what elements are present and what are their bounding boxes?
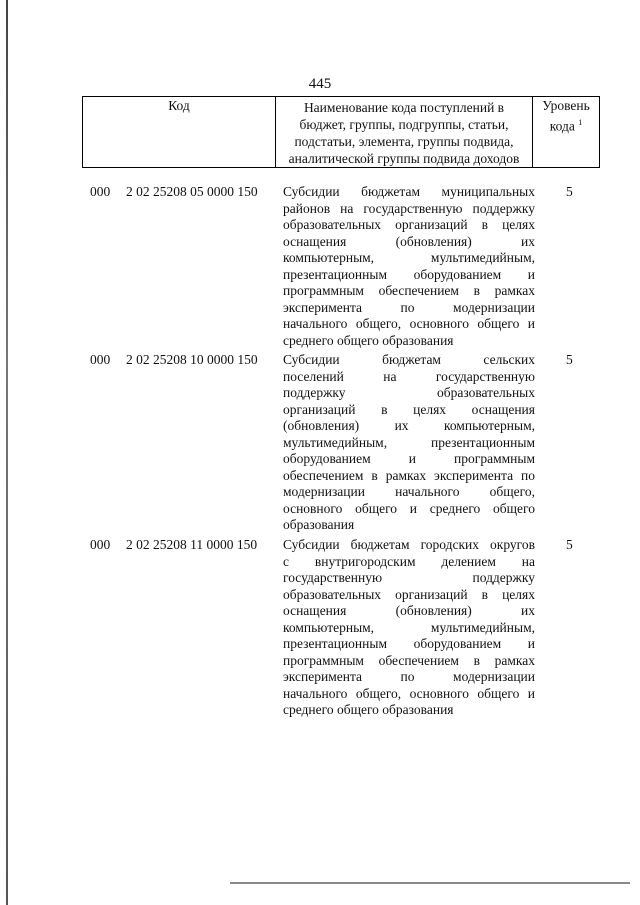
name-line: мультимедийным, презентационным	[283, 434, 535, 450]
scan-edge-bottom	[230, 882, 630, 884]
name-line: оснащения (обновления) их	[283, 603, 535, 618]
name-line: программным обеспечением в рамках	[283, 652, 535, 668]
name-line: организаций в целях оснащения	[283, 401, 535, 417]
admin-code: 000	[90, 184, 111, 199]
name-line: государственную поддержку	[283, 570, 535, 585]
table-header	[82, 96, 600, 168]
name-line: презентационным оборудованием и	[283, 636, 535, 651]
name-line: компьютерным, мультимедийным,	[283, 250, 535, 265]
name-line: Субсидии бюджетам муниципальных	[283, 184, 535, 199]
header-level-line	[535, 114, 597, 135]
level-value: 5	[566, 184, 573, 199]
name-line: среднего общего образования	[283, 332, 454, 348]
name-line: начального общего, основного общего и	[283, 685, 535, 701]
admin-code: 000	[90, 537, 111, 552]
header-name-line: подстатьи, элемента, группы подвида,	[294, 134, 514, 149]
name-line: образования	[283, 517, 355, 532]
header-level-line: Уровень	[542, 98, 590, 113]
page-number: 445	[308, 76, 332, 92]
name-line: оснащения (обновления) их	[283, 233, 535, 249]
header-name-line: аналитической группы подвида доходов	[288, 151, 520, 166]
scan-edge-left	[6, 0, 8, 905]
level-value: 5	[566, 352, 573, 367]
name-line: Субсидии бюджетам сельских	[283, 352, 535, 367]
name-line: оборудованием и программным	[283, 451, 535, 466]
name-line: с внутригородским делением на	[283, 553, 535, 569]
name-line: начального общего, основного общего и	[283, 316, 535, 331]
name-line: Субсидии бюджетам городских округов	[283, 537, 535, 552]
name-line: районов на государственную поддержку	[283, 200, 535, 216]
name-line: программным обеспечением в рамках	[283, 283, 535, 298]
name-line: поддержку образовательных	[283, 385, 535, 400]
name-line: модернизации начального общего,	[283, 484, 535, 499]
name-line: среднего общего образования	[283, 702, 454, 717]
name-line: поселений на государственную	[283, 368, 535, 384]
footnote-mark: 1	[578, 118, 583, 127]
name-line: презентационным оборудованием и	[283, 266, 535, 282]
admin-code: 000	[90, 352, 111, 367]
revenue-code: 2 02 25208 05 0000 150	[126, 184, 258, 199]
header-level	[533, 97, 600, 168]
header-level-word: кода	[549, 118, 575, 134]
header-name-line: бюджет, группы, подгруппы, статьи,	[299, 117, 509, 132]
name-line: обеспечением в рамках эксперимента по	[283, 467, 535, 483]
name-line: эксперимента по модернизации	[283, 299, 535, 315]
header-name	[276, 97, 533, 168]
name-line: эксперимента по модернизации	[283, 669, 535, 684]
revenue-name	[283, 352, 535, 534]
name-line: образовательных организаций в целях	[283, 586, 535, 602]
name-line: (обновления) их компьютерным,	[283, 418, 535, 433]
revenue-name	[283, 537, 535, 719]
name-line: основного общего и среднего общего	[283, 500, 535, 516]
name-line: компьютерным, мультимедийным,	[283, 619, 535, 635]
level-value: 5	[566, 537, 573, 552]
header-name-line: Наименование кода поступлений в	[303, 100, 505, 115]
revenue-code: 2 02 25208 11 0000 150	[126, 537, 258, 552]
revenue-code: 2 02 25208 10 0000 150	[126, 352, 258, 367]
revenue-name	[283, 184, 535, 349]
header-code: Код	[83, 97, 276, 168]
name-line: образовательных организаций в целях	[283, 217, 535, 232]
